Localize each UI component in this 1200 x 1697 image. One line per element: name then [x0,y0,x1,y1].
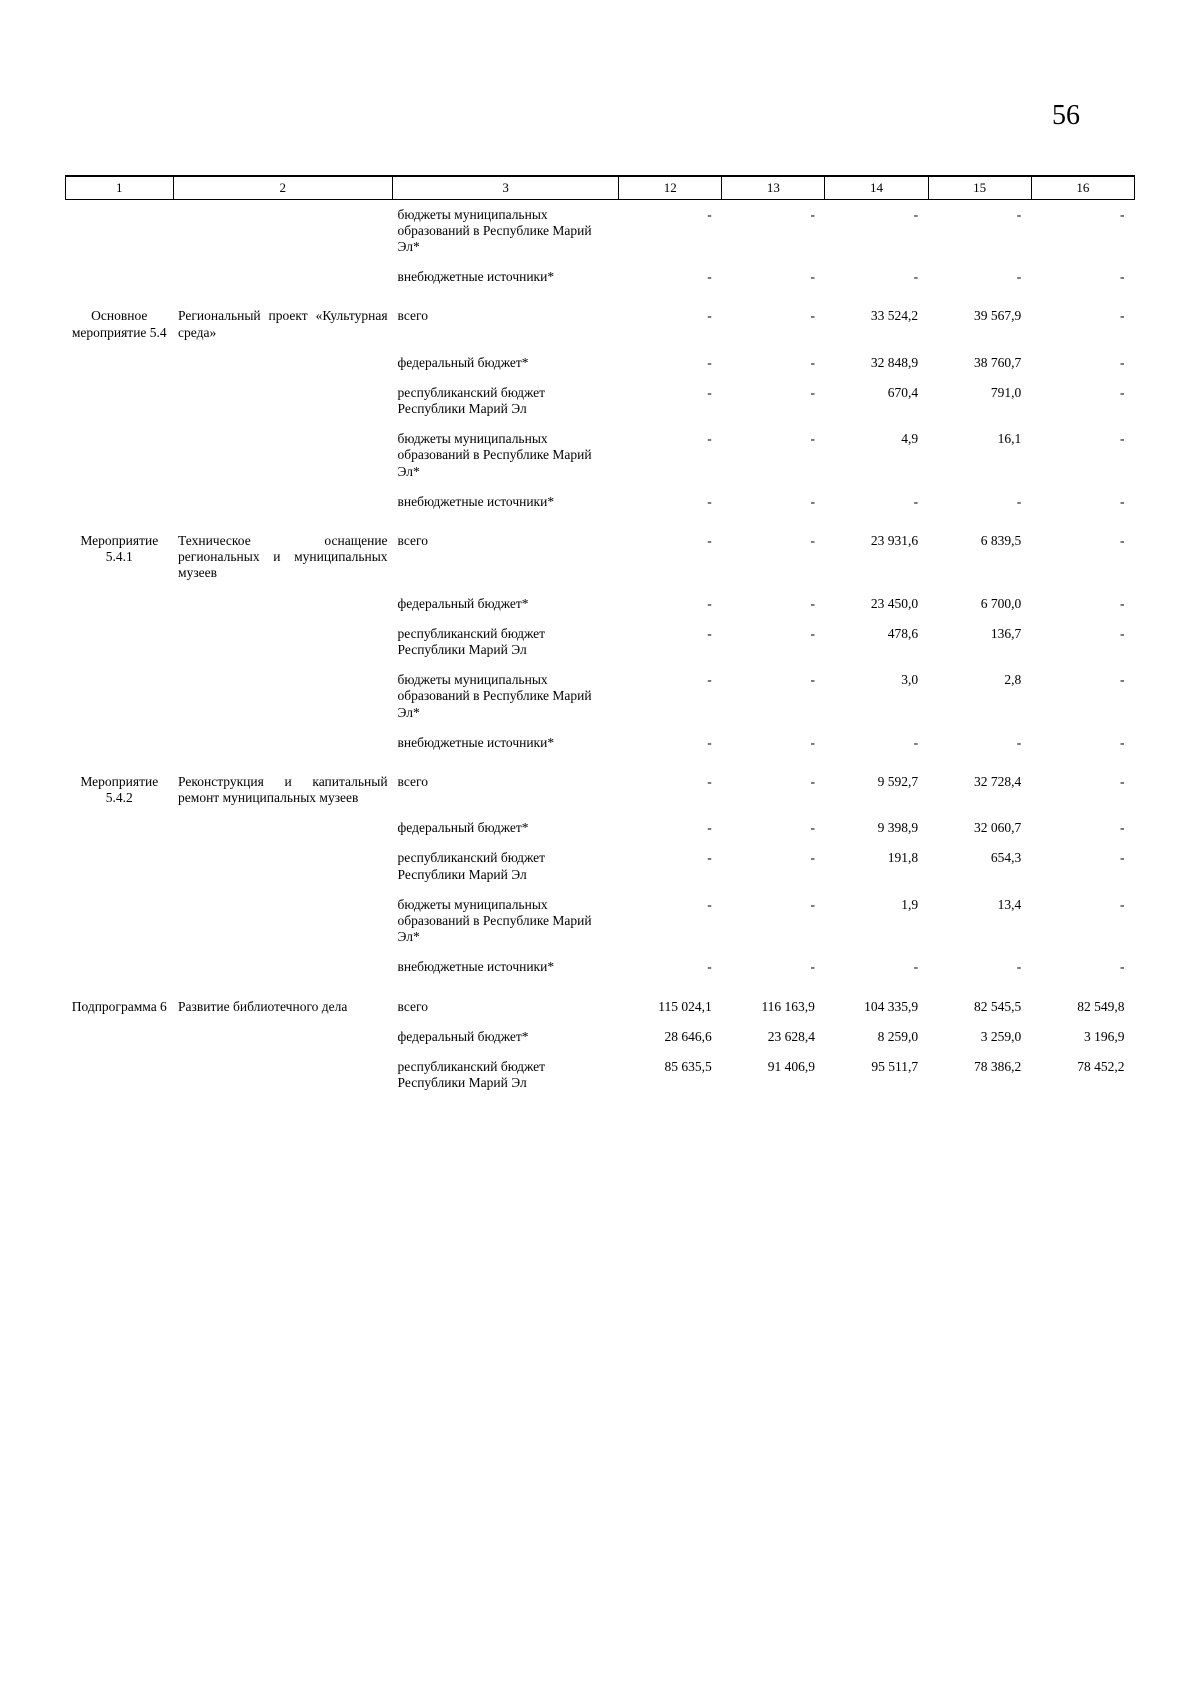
row-code [66,1052,174,1105]
value-col-14: 32 848,9 [870,354,919,370]
row-name [173,424,393,487]
value-col-14: 104 335,9 [864,998,919,1014]
value-col-16: - [1120,850,1125,866]
value-col-16: 3 196,9 [1084,1028,1125,1044]
value-col-16: - [1120,820,1125,836]
row-code [66,348,174,378]
funding-source: республиканский бюджет Республики Марий Эл [397,625,546,657]
value-col-13: - [810,595,815,611]
value-col-12: - [707,672,712,688]
value-col-15: 32 060,7 [974,820,1022,836]
value-col-13: 91 406,9 [767,1058,815,1074]
header-col-1: 1 [66,176,174,199]
value-col-16: - [1120,773,1125,789]
header-col-14: 14 [825,176,928,199]
table-row [66,1022,1135,1052]
row-name [173,813,393,843]
value-col-15: - [1016,493,1022,509]
table-row [66,1052,1135,1105]
value-col-15: 38 760,7 [974,354,1022,370]
row-name [173,199,393,262]
value-col-12: - [707,269,712,285]
row-name [173,348,393,378]
table-row [66,487,1135,517]
value-col-16: - [1120,308,1125,324]
funding-source: всего [397,773,428,789]
value-col-15: 2,8 [1004,672,1022,688]
table-row [66,665,1135,728]
funding-source: республиканский бюджет Республики Марий Эл [397,1058,546,1091]
row-code [66,843,174,889]
table-body [66,199,1135,1105]
value-col-15: 6 839,5 [980,533,1022,549]
value-col-13: - [810,625,815,641]
row-code [66,424,174,487]
value-col-14: - [913,269,919,285]
value-col-13: - [810,959,815,975]
funding-source: федеральный бюджет* [397,1028,529,1044]
value-col-12: 85 635,5 [664,1058,712,1074]
row-code: Подпрограмма 6 [71,998,167,1014]
funding-source: всего [397,533,428,549]
value-col-15: 39 567,9 [974,308,1022,324]
row-name [173,1052,393,1105]
value-col-14: 478,6 [887,625,919,641]
value-col-14: 9 592,7 [877,773,919,789]
table-row [66,758,1135,813]
value-col-13: - [810,850,815,866]
value-col-13: - [810,672,815,688]
row-name: Региональный проект «Культурная среда» [178,308,388,340]
value-col-15: 6 700,0 [980,595,1022,611]
row-code [66,619,174,665]
value-col-13: - [810,206,815,222]
row-code: Мероприятие 5.4.2 [80,773,159,806]
value-col-12: - [707,206,712,222]
value-col-14: 3,0 [901,672,919,688]
value-col-15: 78 386,2 [974,1058,1022,1074]
funding-source: бюджеты муниципальных образований в Республике Марий Эл* [397,672,592,720]
table-row [66,890,1135,953]
value-col-16: - [1120,959,1125,975]
value-col-16: - [1120,431,1125,447]
table-row [66,619,1135,665]
row-name: Развитие библиотечного дела [178,998,348,1014]
value-col-15: 32 728,4 [974,773,1022,789]
header-col-12: 12 [619,176,722,199]
value-col-15: 3 259,0 [980,1028,1022,1044]
value-col-13: - [810,533,815,549]
value-col-12: - [707,308,712,324]
funding-source: федеральный бюджет* [397,354,529,370]
value-col-14: 95 511,7 [871,1058,919,1074]
value-col-12: - [707,431,712,447]
value-col-15: 136,7 [990,625,1022,641]
page-number: 56 [1052,100,1080,131]
value-col-16: - [1120,595,1125,611]
header-row [66,176,1135,199]
row-code: Основное мероприятие 5.4 [71,308,167,340]
value-col-14: 23 931,6 [870,533,919,549]
funding-source: внебюджетные источники* [397,493,555,509]
row-code [66,952,174,982]
row-name: Реконструкция и капитальный ремонт муниципальных музеев [178,773,388,806]
value-col-13: 116 163,9 [761,998,815,1014]
value-col-12: - [707,820,712,836]
value-col-14: 670,4 [887,384,919,400]
row-code [66,1022,174,1052]
value-col-13: - [810,431,815,447]
table-row [66,952,1135,982]
row-name [173,952,393,982]
value-col-14: 4,9 [901,431,919,447]
value-col-12: - [707,384,712,400]
row-name [173,619,393,665]
value-col-14: 1,9 [901,896,919,912]
table-row [66,813,1135,843]
header-col-16: 16 [1031,176,1134,199]
value-col-15: - [1016,734,1022,750]
value-col-15: 791,0 [990,384,1022,400]
table-row [66,728,1135,758]
row-code [66,589,174,619]
funding-source: республиканский бюджет Республики Марий Эл [397,384,546,417]
value-col-16: - [1120,533,1125,549]
funding-source: федеральный бюджет* [397,820,529,836]
value-col-16: 78 452,2 [1077,1058,1125,1074]
row-name [173,378,393,424]
header-col-15: 15 [928,176,1031,199]
row-code: Мероприятие 5.4.1 [80,533,159,565]
funding-source: бюджеты муниципальных образований в Республике Марий Эл* [397,896,592,945]
funding-source: федеральный бюджет* [397,595,529,611]
table-header [66,176,1135,199]
table-row [66,348,1135,378]
funding-source: внебюджетные источники* [397,959,555,975]
table-row [66,292,1135,347]
value-col-12: 28 646,6 [664,1028,712,1044]
value-col-12: - [707,773,712,789]
funding-source: внебюджетные источники* [397,734,555,750]
value-col-12: - [707,959,712,975]
value-col-14: - [913,206,919,222]
row-code [66,665,174,728]
row-name: Техническое оснащение региональных и муниципальных музеев [178,533,388,581]
value-col-15: 13,4 [997,896,1022,912]
row-name [173,1022,393,1052]
value-col-14: 23 450,0 [870,595,919,611]
value-col-14: - [913,734,919,750]
row-name [173,665,393,728]
value-col-16: - [1120,206,1125,222]
row-code [66,813,174,843]
funding-source: внебюджетные источники* [397,269,555,285]
value-col-13: - [810,493,815,509]
value-col-14: - [913,959,919,975]
value-col-16: - [1120,672,1125,688]
row-code [66,378,174,424]
value-col-13: - [810,773,815,789]
value-col-13: - [810,896,815,912]
value-col-16: - [1120,896,1125,912]
value-col-15: 82 545,5 [974,998,1022,1014]
value-col-12: - [707,533,712,549]
value-col-12: 115 024,1 [658,998,712,1014]
value-col-14: 8 259,0 [877,1028,919,1044]
value-col-16: 82 549,8 [1077,998,1125,1014]
value-col-13: - [810,384,815,400]
header-col-2: 2 [173,176,393,199]
row-name [173,262,393,292]
row-name [173,843,393,889]
value-col-12: - [707,354,712,370]
table-row [66,199,1135,262]
table-row [66,378,1135,424]
value-col-14: 33 524,2 [870,308,919,324]
header-col-13: 13 [722,176,825,199]
funding-source: всего [397,998,428,1014]
budget-table-container [65,175,1135,1105]
value-col-15: 654,3 [990,850,1022,866]
row-code [66,890,174,953]
value-col-16: - [1120,625,1125,641]
value-col-14: - [913,493,919,509]
row-code [66,199,174,262]
value-col-14: 191,8 [887,850,919,866]
value-col-16: - [1120,734,1125,750]
table-row [66,424,1135,487]
value-col-15: - [1016,206,1022,222]
funding-source: бюджеты муниципальных образований в Республике Марий Эл* [397,206,592,254]
funding-source: бюджеты муниципальных образований в Республике Марий Эл* [397,431,592,479]
value-col-12: - [707,595,712,611]
value-col-15: - [1016,959,1022,975]
funding-source: республиканский бюджет Республики Марий Эл [397,850,546,882]
value-col-13: - [810,820,815,836]
row-code [66,487,174,517]
value-col-16: - [1120,269,1125,285]
budget-table [65,175,1135,1105]
table-row [66,517,1135,589]
header-col-3: 3 [393,176,619,199]
value-col-13: - [810,734,815,750]
value-col-16: - [1120,384,1125,400]
value-col-12: - [707,896,712,912]
row-name [173,589,393,619]
table-row [66,983,1135,1022]
row-code [66,262,174,292]
value-col-15: - [1016,269,1022,285]
value-col-13: 23 628,4 [767,1028,815,1044]
value-col-13: - [810,269,815,285]
value-col-13: - [810,308,815,324]
value-col-12: - [707,625,712,641]
value-col-15: 16,1 [997,431,1022,447]
value-col-12: - [707,493,712,509]
value-col-12: - [707,734,712,750]
row-name [173,487,393,517]
value-col-16: - [1120,354,1125,370]
row-code [66,728,174,758]
row-name [173,890,393,953]
value-col-12: - [707,850,712,866]
table-row [66,262,1135,292]
value-col-13: - [810,354,815,370]
row-name [173,728,393,758]
funding-source: всего [397,308,428,324]
table-row [66,843,1135,889]
table-row [66,589,1135,619]
value-col-16: - [1120,493,1125,509]
value-col-14: 9 398,9 [877,820,919,836]
